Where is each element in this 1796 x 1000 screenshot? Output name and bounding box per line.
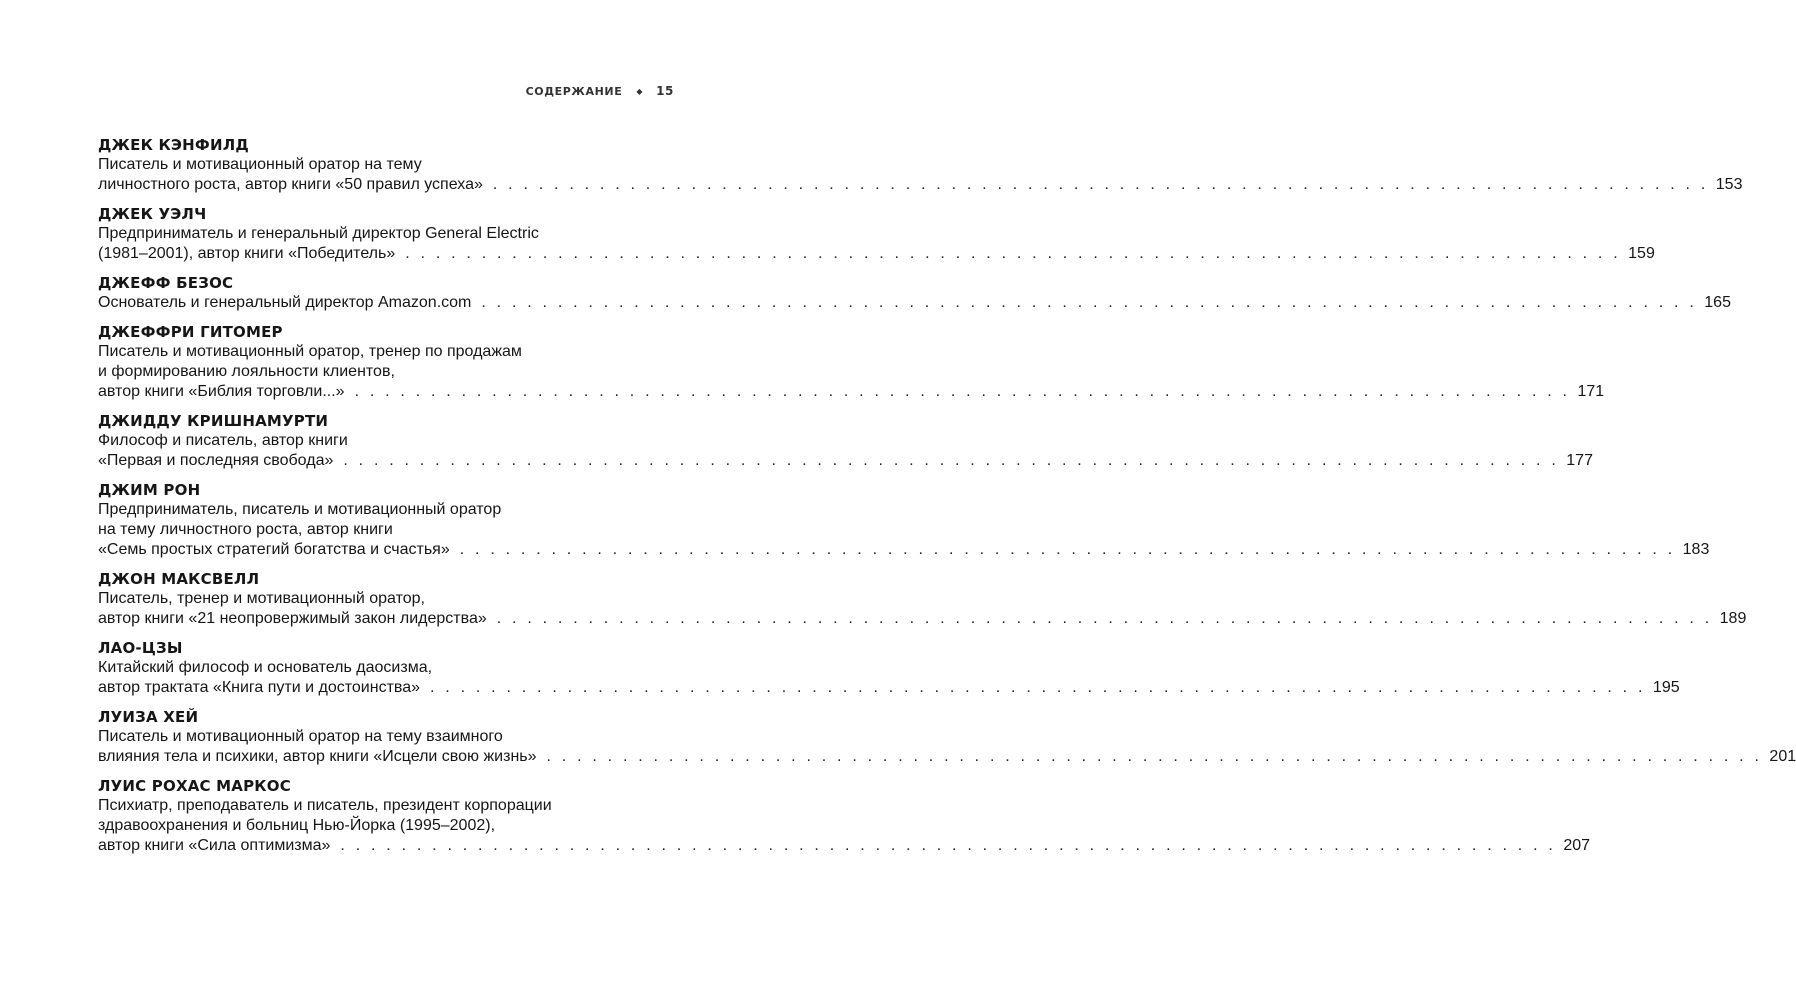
toc-entry bbox=[98, 411, 1593, 471]
entry-last-line bbox=[98, 293, 1731, 313]
entry-last-line bbox=[98, 175, 1743, 195]
entry-description-line: Предприниматель и генеральный директор General Electric bbox=[98, 225, 539, 242]
section-title: СОДЕРЖАНИЕ bbox=[525, 84, 623, 98]
entry-last-line bbox=[98, 244, 1655, 264]
toc-entry bbox=[98, 273, 1731, 313]
entry-page-number: 153 bbox=[1715, 176, 1743, 193]
entry-name: ДЖЕФФ БЕЗОС bbox=[98, 274, 234, 292]
dot-leader: . . . . . . . . . . . . . . . . . . . . . . . . . . . . . . . . . . . . . . . . . . . . . . . . . . . . . . . . . . . . . . . . . . . . . . . . . . . . . . . . bbox=[496, 610, 1713, 627]
entry-name: ЛУИЗА ХЕЙ bbox=[98, 708, 199, 726]
page-number: 15 bbox=[656, 84, 674, 98]
entry-name: ДЖЕК КЭНФИЛД bbox=[98, 136, 249, 154]
entry-page-number: 159 bbox=[1628, 245, 1655, 262]
entry-page-number: 165 bbox=[1704, 294, 1731, 311]
diamond-icon: ◆ bbox=[636, 86, 644, 96]
entry-name: ДЖИМ РОН bbox=[98, 481, 201, 499]
entry-page-number: 189 bbox=[1719, 610, 1747, 627]
entry-description-line: личностного роста, автор книги «50 правил успеха» bbox=[98, 176, 483, 193]
entry-description-line: автор книги «Библия торговли...» bbox=[98, 383, 345, 400]
entry-description-line: автор книги «21 неопровержимый закон лидерства» bbox=[98, 610, 487, 627]
dot-leader: . . . . . . . . . . . . . . . . . . . . . . . . . . . . . . . . . . . . . . . . . . . . . . . . . . . . . . . . . . . . . . . . . . . . . . . . . . . . . . . . bbox=[546, 748, 1763, 765]
entry-description-line: Писатель и мотивационный оратор на тему взаимного bbox=[98, 728, 503, 745]
entry-description-line: Писатель и мотивационный оратор, тренер по продажам bbox=[98, 343, 522, 360]
toc-entry bbox=[98, 135, 1743, 195]
entry-name: ЛУИС РОХАС МАРКОС bbox=[98, 777, 291, 795]
toc-entry bbox=[98, 707, 1796, 767]
entry-description-line: Психиатр, преподаватель и писатель, президент корпорации bbox=[98, 797, 552, 814]
entry-description-line: влияния тела и психики, автор книги «Исцели свою жизнь» bbox=[98, 748, 537, 765]
entry-last-line bbox=[98, 540, 1710, 560]
entry-name: ДЖЕФФРИ ГИТОМЕР bbox=[98, 323, 283, 341]
entry-description-line: автор трактата «Книга пути и достоинства» bbox=[98, 679, 421, 696]
toc-entry bbox=[98, 322, 1605, 402]
dot-leader: . . . . . . . . . . . . . . . . . . . . . . . . . . . . . . . . . . . . . . . . . . . . . . . . . . . . . . . . . . . . . . . . . . . . . . . . . . . . . . . . bbox=[459, 541, 1676, 558]
entry-name: ДЖОН МАКСВЕЛЛ bbox=[98, 570, 260, 588]
entry-description-line: «Первая и последняя свобода» bbox=[98, 452, 334, 469]
dot-leader: . . . . . . . . . . . . . . . . . . . . . . . . . . . . . . . . . . . . . . . . . . . . . . . . . . . . . . . . . . . . . . . . . . . . . . . . . . . . . . . . bbox=[430, 679, 1646, 696]
dot-leader: . . . . . . . . . . . . . . . . . . . . . . . . . . . . . . . . . . . . . . . . . . . . . . . . . . . . . . . . . . . . . . . . . . . . . . . . . . . . . . . . bbox=[343, 452, 1559, 469]
dot-leader: . . . . . . . . . . . . . . . . . . . . . . . . . . . . . . . . . . . . . . . . . . . . . . . . . . . . . . . . . . . . . . . . . . . . . . . . . . . . . . . . bbox=[492, 176, 1709, 193]
entry-description-line: Писатель, тренер и мотивационный оратор, bbox=[98, 590, 425, 607]
dot-leader: . . . . . . . . . . . . . . . . . . . . . . . . . . . . . . . . . . . . . . . . . . . . . . . . . . . . . . . . . . . . . . . . . . . . . . . . . . . . . . . . bbox=[354, 383, 1571, 400]
entry-description-line: Писатель и мотивационный оратор на тему bbox=[98, 156, 422, 173]
entry-page-number: 171 bbox=[1577, 383, 1605, 400]
running-head bbox=[526, 84, 674, 98]
dot-leader: . . . . . . . . . . . . . . . . . . . . . . . . . . . . . . . . . . . . . . . . . . . . . . . . . . . . . . . . . . . . . . . . . . . . . . . . . . . . . . . . bbox=[481, 294, 1697, 311]
entry-last-line bbox=[98, 609, 1747, 629]
dot-leader: . . . . . . . . . . . . . . . . . . . . . . . . . . . . . . . . . . . . . . . . . . . . . . . . . . . . . . . . . . . . . . . . . . . . . . . . . . . . . . . . bbox=[340, 837, 1557, 854]
entry-name: ДЖИДДУ КРИШНАМУРТИ bbox=[98, 412, 329, 430]
entry-description-line: Китайский философ и основатель даосизма, bbox=[98, 659, 433, 676]
entry-description-line: Основатель и генеральный директор Amazon.com bbox=[98, 294, 472, 311]
entry-page-number: 207 bbox=[1563, 837, 1591, 854]
dot-leader: . . . . . . . . . . . . . . . . . . . . . . . . . . . . . . . . . . . . . . . . . . . . . . . . . . . . . . . . . . . . . . . . . . . . . . . . . . . . . . . . bbox=[405, 245, 1621, 262]
entry-page-number: 183 bbox=[1682, 541, 1710, 558]
entry-page-number: 195 bbox=[1652, 679, 1680, 696]
entry-last-line bbox=[98, 678, 1680, 698]
entry-description-line: автор книги «Сила оптимизма» bbox=[98, 837, 331, 854]
toc-entry bbox=[98, 480, 1710, 560]
entry-last-line bbox=[98, 382, 1605, 402]
entry-description-line: на тему личностного роста, автор книги bbox=[98, 521, 393, 538]
toc-entry bbox=[98, 204, 1655, 264]
table-of-contents bbox=[98, 135, 1796, 865]
entry-description-line: Предприниматель, писатель и мотивационный оратор bbox=[98, 501, 502, 518]
entry-description-line: и формированию лояльности клиентов, bbox=[98, 363, 395, 380]
entry-description-line: здравоохранения и больниц Нью-Йорка (1995–2002), bbox=[98, 817, 496, 834]
entry-description-line: (1981–2001), автор книги «Победитель» bbox=[98, 245, 396, 262]
toc-entry bbox=[98, 569, 1747, 629]
entry-name: ДЖЕК УЭЛЧ bbox=[98, 205, 207, 223]
entry-last-line bbox=[98, 836, 1591, 856]
entry-description-line: «Семь простых стратегий богатства и счастья» bbox=[98, 541, 450, 558]
entry-last-line bbox=[98, 451, 1593, 471]
entry-page-number: 177 bbox=[1566, 452, 1593, 469]
toc-entry bbox=[98, 638, 1680, 698]
entry-last-line bbox=[98, 747, 1796, 767]
entry-description-line: Философ и писатель, автор книги bbox=[98, 432, 348, 449]
toc-entry bbox=[98, 776, 1591, 856]
entry-name: ЛАО-ЦЗЫ bbox=[98, 639, 183, 657]
entry-page-number: 201 bbox=[1769, 748, 1796, 765]
